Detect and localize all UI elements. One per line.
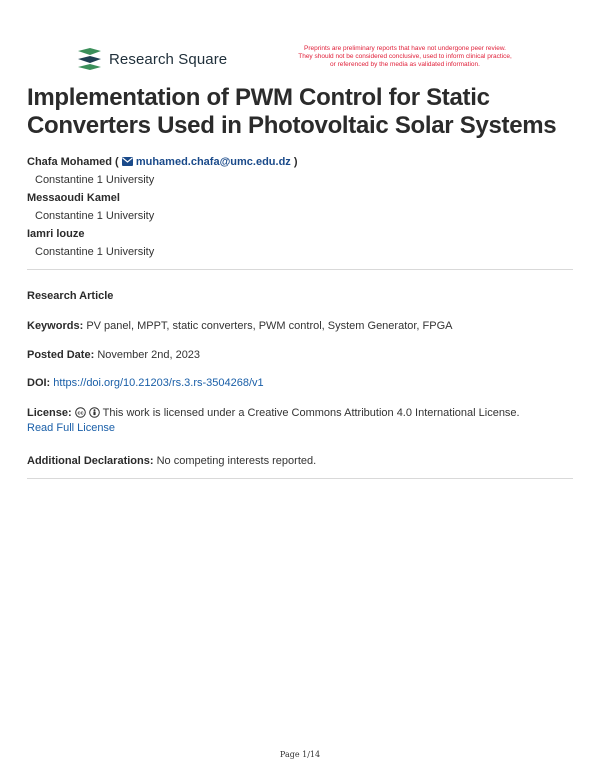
author-1: Chafa Mohamed ( muhamed.chafa@umc.edu.dz ) <box>27 156 298 168</box>
additional-declarations <box>27 454 573 469</box>
svg-text:cc: cc <box>77 410 84 417</box>
license-label: License: <box>27 407 72 419</box>
author-name: Messaoudi Kamel <box>27 192 120 204</box>
declarations-label: Additional Declarations: <box>27 455 154 467</box>
research-square-logo-icon <box>76 47 103 71</box>
divider <box>27 478 573 479</box>
author-affiliation: Constantine 1 University <box>35 210 155 222</box>
author-name: Chafa Mohamed <box>27 156 112 168</box>
attribution-icon <box>89 407 100 418</box>
posted-date <box>27 348 573 363</box>
notice-line-1: Preprints are preliminary reports that have not undergone peer review. <box>304 45 506 52</box>
doi-label: DOI: <box>27 377 51 389</box>
author-list <box>27 153 298 261</box>
notice-line-2: They should not be considered conclusive, used to inform clinical practice, <box>298 53 512 60</box>
author-affiliation: Constantine 1 University <box>35 246 155 258</box>
license-text: This work is licensed under a Creative Commons Attribution 4.0 International License. <box>102 407 520 419</box>
divider <box>27 269 573 270</box>
license <box>27 406 573 436</box>
declarations-value: No competing interests reported. <box>156 455 317 467</box>
article-type: Research Article <box>27 290 114 302</box>
author-name: Iamri louze <box>27 228 85 240</box>
posted-date-value: November 2nd, 2023 <box>97 349 201 361</box>
author-email-link[interactable]: muhamed.chafa@umc.edu.dz <box>122 156 294 168</box>
page-number: Page 1/14 <box>279 750 321 759</box>
envelope-icon <box>122 157 133 166</box>
doi-link[interactable]: https://doi.org/10.21203/rs.3.rs-3504268/v1 <box>53 377 264 389</box>
keywords <box>27 319 573 334</box>
paper-title: Implementation of PWM Control for Static Converters Used in Photovoltaic Solar Systems <box>27 84 557 139</box>
preprint-notice <box>270 45 540 69</box>
research-square-logo[interactable] <box>76 47 227 71</box>
creative-commons-icon <box>75 407 86 418</box>
keywords-value: PV panel, MPPT, static converters, PWM control, System Generator, FPGA <box>86 320 453 332</box>
keywords-label: Keywords: <box>27 320 84 332</box>
posted-date-label: Posted Date: <box>27 349 95 361</box>
doi <box>27 376 573 391</box>
notice-line-3: or referenced by the media as validated information. <box>330 61 480 68</box>
brand-name: Research Square <box>109 50 228 68</box>
read-full-license-link[interactable]: Read Full License <box>27 422 116 434</box>
author-affiliation: Constantine 1 University <box>35 174 155 186</box>
